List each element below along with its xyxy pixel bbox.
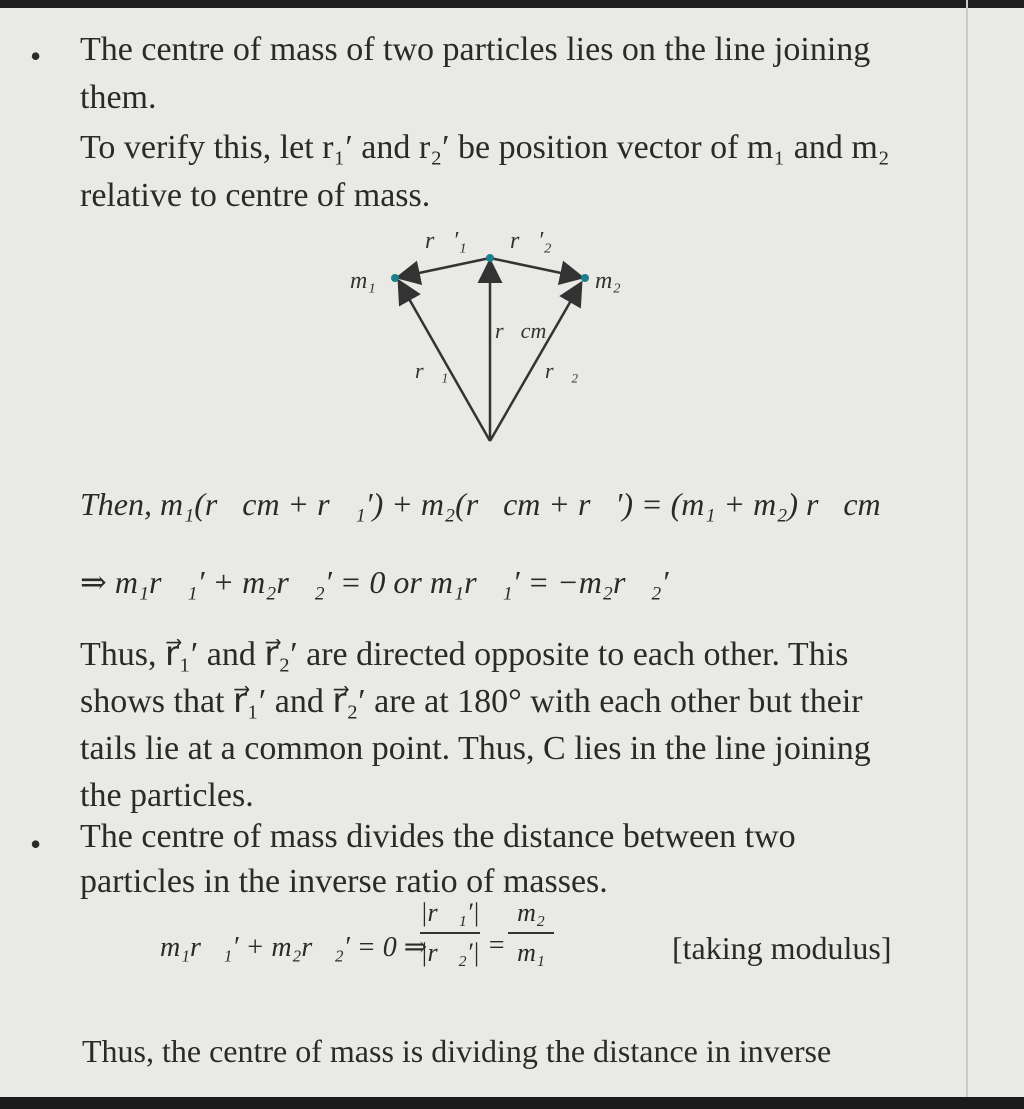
centre-of-mass-diagram (330, 213, 650, 453)
textbook-page (0, 8, 966, 1097)
label-r2-prime: r⃗′₂ (510, 228, 552, 254)
para1-line1: Thus, r⃗₁′ and r⃗₂′ are directed opposite to each other. This (80, 636, 849, 673)
fraction-1-denominator: |r⃗₂′| (420, 938, 480, 967)
bullet2-line1: The centre of mass divides the distance between two (80, 818, 796, 855)
para1-line4: the particles. (80, 777, 254, 814)
m1-point (391, 274, 399, 282)
label-rcm: r⃗cm (495, 318, 547, 343)
bullet-mark: • (30, 38, 42, 74)
final-line: Thus, the centre of mass is dividing the distance in inverse (82, 1033, 832, 1069)
r2-prime-vector (490, 258, 580, 277)
taking-modulus-note: [taking modulus] (672, 930, 892, 966)
label-r1-prime: r⃗′₁ (425, 228, 467, 254)
fraction-2 (508, 898, 554, 968)
cm-point (486, 254, 494, 262)
para1-line2: shows that r⃗₁′ and r⃗₂′ are at 180° with each other but their (80, 683, 863, 720)
equation-2: ⇒ m₁r⃗₁′ + m₂r⃗₂′ = 0 or m₁r⃗₁′ = −m₂r⃗₂′ (80, 564, 669, 600)
r1-prime-vector (400, 258, 490, 277)
para1-line3: tails lie at a common point. Thus, C lies in the line joining (80, 730, 871, 767)
bullet-mark: • (30, 826, 42, 862)
label-m2: m₂ (595, 268, 621, 294)
equation-1: Then, m₁(r⃗cm + r⃗₁′) + m₂(r⃗cm + r⃗′) = (m₁ + m₂) r⃗cm (80, 486, 881, 522)
fraction-1 (420, 898, 480, 968)
bullet2-line2: particles in the inverse ratio of masses. (80, 863, 608, 900)
page-margin-line (966, 0, 968, 1097)
equation-3-equals: = (487, 930, 506, 961)
m2-point (581, 274, 589, 282)
label-r1: r⃗₁ (415, 358, 449, 383)
equation-3-lhs: m₁r⃗₁′ + m₂r⃗₂′ = 0 ⇒ (160, 932, 428, 963)
top-edge (0, 0, 1024, 8)
bullet1-line2: them. (80, 79, 157, 116)
label-m1: m₁ (350, 268, 376, 294)
fraction-1-numerator: |r⃗₁′| (420, 898, 480, 934)
fraction-2-numerator: m₂ (508, 898, 554, 934)
bullet1-line1: The centre of mass of two particles lies on the line joining (80, 31, 871, 68)
bullet1-line4: relative to centre of mass. (80, 177, 431, 214)
fraction-2-denominator: m₁ (517, 938, 545, 967)
bottom-edge (0, 1097, 1024, 1109)
label-r2: r⃗₂ (545, 358, 579, 383)
bullet1-line3: To verify this, let r₁′ and r₂′ be position vector of m₁ and m₂ (80, 129, 890, 166)
